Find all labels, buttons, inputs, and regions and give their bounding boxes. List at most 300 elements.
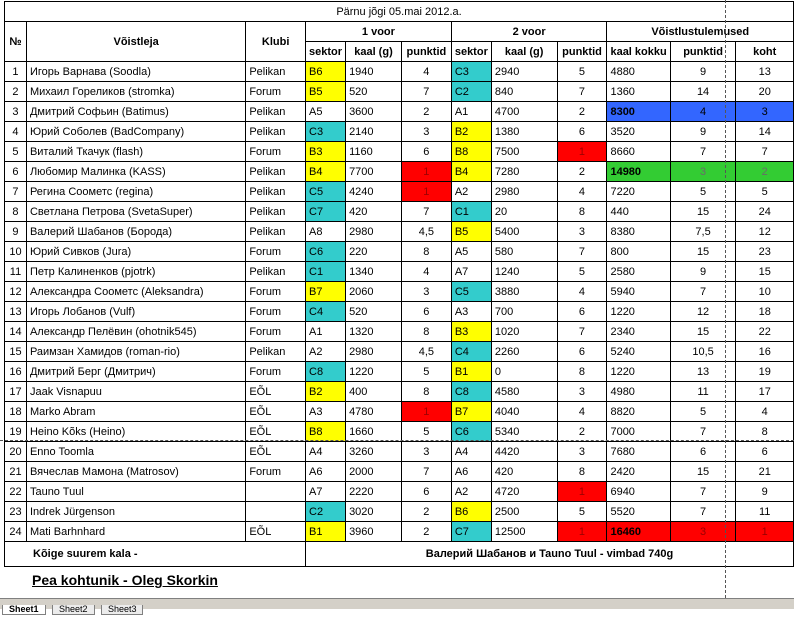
round1-weight-cell[interactable]: 3600 xyxy=(346,102,402,122)
round2-points-cell[interactable]: 2 xyxy=(557,422,607,442)
round2-points-cell[interactable]: 1 xyxy=(557,142,607,162)
sheet-title[interactable]: Pärnu jõgi 05.mai 2012.a. xyxy=(5,2,794,22)
round1-points-cell[interactable]: 6 xyxy=(401,142,451,162)
total-points-cell[interactable]: 15 xyxy=(670,322,736,342)
place-cell[interactable]: 12 xyxy=(736,222,794,242)
header-sector1[interactable]: sektor xyxy=(306,42,346,62)
round1-sector-cell[interactable]: A1 xyxy=(306,322,346,342)
total-points-cell[interactable]: 9 xyxy=(670,262,736,282)
round1-points-cell[interactable]: 7 xyxy=(401,462,451,482)
round2-weight-cell[interactable]: 5340 xyxy=(491,422,557,442)
place-cell[interactable]: 14 xyxy=(736,122,794,142)
row-number-cell[interactable]: 18 xyxy=(5,402,27,422)
total-points-cell[interactable]: 3 xyxy=(670,522,736,542)
row-number-cell[interactable]: 6 xyxy=(5,162,27,182)
competitor-name-cell[interactable]: Enno Toomla xyxy=(26,442,245,462)
round2-points-cell[interactable]: 5 xyxy=(557,62,607,82)
club-name-cell[interactable]: Pelikan xyxy=(246,182,306,202)
round2-sector-cell[interactable]: C2 xyxy=(451,82,491,102)
round2-weight-cell[interactable]: 700 xyxy=(491,302,557,322)
place-cell[interactable]: 6 xyxy=(736,442,794,462)
round1-sector-cell[interactable]: C6 xyxy=(306,242,346,262)
chief-judge[interactable]: Pea kohtunik - Oleg Skorkin xyxy=(32,572,218,588)
round2-weight-cell[interactable]: 1380 xyxy=(491,122,557,142)
round1-sector-cell[interactable]: A7 xyxy=(306,482,346,502)
competitor-name-cell[interactable]: Jaak Visnapuu xyxy=(26,382,245,402)
round1-points-cell[interactable]: 3 xyxy=(401,282,451,302)
competitor-name-cell[interactable]: Дмитрий Софьин (Batimus) xyxy=(26,102,245,122)
header-name[interactable]: Võistleja xyxy=(26,22,245,62)
total-points-cell[interactable]: 7 xyxy=(670,422,736,442)
round1-sector-cell[interactable]: A2 xyxy=(306,342,346,362)
place-cell[interactable]: 15 xyxy=(736,262,794,282)
round2-weight-cell[interactable]: 0 xyxy=(491,362,557,382)
round1-weight-cell[interactable]: 420 xyxy=(346,202,402,222)
row-number-cell[interactable]: 19 xyxy=(5,422,27,442)
place-cell[interactable]: 22 xyxy=(736,322,794,342)
total-weight-cell[interactable]: 5240 xyxy=(607,342,670,362)
club-name-cell[interactable]: Forum xyxy=(246,242,306,262)
place-cell[interactable]: 18 xyxy=(736,302,794,322)
total-points-cell[interactable]: 11 xyxy=(670,382,736,402)
club-name-cell[interactable]: Pelikan xyxy=(246,202,306,222)
header-nr[interactable]: № xyxy=(5,22,27,62)
round2-points-cell[interactable]: 3 xyxy=(557,382,607,402)
place-cell[interactable]: 16 xyxy=(736,342,794,362)
total-weight-cell[interactable]: 14980 xyxy=(607,162,670,182)
total-weight-cell[interactable]: 7680 xyxy=(607,442,670,462)
club-name-cell[interactable]: Pelikan xyxy=(246,222,306,242)
round1-points-cell[interactable]: 6 xyxy=(401,302,451,322)
total-weight-cell[interactable]: 2420 xyxy=(607,462,670,482)
competitor-name-cell[interactable]: Игорь Лобанов (Vulf) xyxy=(26,302,245,322)
round2-sector-cell[interactable]: C5 xyxy=(451,282,491,302)
total-weight-cell[interactable]: 5520 xyxy=(607,502,670,522)
competitor-name-cell[interactable]: Александра Соометс (Aleksandra) xyxy=(26,282,245,302)
round1-points-cell[interactable]: 2 xyxy=(401,102,451,122)
round2-points-cell[interactable]: 6 xyxy=(557,122,607,142)
competitor-name-cell[interactable]: Юрий Сивков (Jura) xyxy=(26,242,245,262)
round1-sector-cell[interactable]: C3 xyxy=(306,122,346,142)
round1-weight-cell[interactable]: 1940 xyxy=(346,62,402,82)
round2-points-cell[interactable]: 8 xyxy=(557,202,607,222)
round2-points-cell[interactable]: 5 xyxy=(557,502,607,522)
round1-points-cell[interactable]: 4 xyxy=(401,262,451,282)
round2-weight-cell[interactable]: 2940 xyxy=(491,62,557,82)
round1-weight-cell[interactable]: 2980 xyxy=(346,342,402,362)
round2-points-cell[interactable]: 7 xyxy=(557,82,607,102)
club-name-cell[interactable] xyxy=(246,502,306,522)
total-weight-cell[interactable]: 8820 xyxy=(607,402,670,422)
total-points-cell[interactable]: 4 xyxy=(670,102,736,122)
biggest-fish-value[interactable]: Валерий Шабанов и Tauno Tuul - vimbad 740g xyxy=(306,542,794,567)
total-weight-cell[interactable]: 1220 xyxy=(607,362,670,382)
row-number-cell[interactable]: 23 xyxy=(5,502,27,522)
club-name-cell[interactable]: Forum xyxy=(246,322,306,342)
place-cell[interactable]: 19 xyxy=(736,362,794,382)
round1-weight-cell[interactable]: 3020 xyxy=(346,502,402,522)
round2-weight-cell[interactable]: 4040 xyxy=(491,402,557,422)
club-name-cell[interactable]: Forum xyxy=(246,362,306,382)
round1-weight-cell[interactable]: 2060 xyxy=(346,282,402,302)
round2-sector-cell[interactable]: B2 xyxy=(451,122,491,142)
header-weight1[interactable]: kaal (g) xyxy=(346,42,402,62)
place-cell[interactable]: 21 xyxy=(736,462,794,482)
row-number-cell[interactable]: 13 xyxy=(5,302,27,322)
club-name-cell[interactable]: Forum xyxy=(246,142,306,162)
round2-sector-cell[interactable]: A4 xyxy=(451,442,491,462)
place-cell[interactable]: 17 xyxy=(736,382,794,402)
competitor-name-cell[interactable]: Петр Калиненков (pjotrk) xyxy=(26,262,245,282)
row-number-cell[interactable]: 3 xyxy=(5,102,27,122)
total-weight-cell[interactable]: 4980 xyxy=(607,382,670,402)
club-name-cell[interactable]: EÕL xyxy=(246,522,306,542)
round2-points-cell[interactable]: 6 xyxy=(557,302,607,322)
round2-weight-cell[interactable]: 7280 xyxy=(491,162,557,182)
round2-weight-cell[interactable]: 4580 xyxy=(491,382,557,402)
round2-sector-cell[interactable]: A2 xyxy=(451,482,491,502)
round1-points-cell[interactable]: 5 xyxy=(401,422,451,442)
sheet-tab-2[interactable]: Sheet2 xyxy=(52,605,95,615)
header-round2[interactable]: 2 voor xyxy=(451,22,607,42)
row-number-cell[interactable]: 15 xyxy=(5,342,27,362)
header-results[interactable]: Võistlustulemused xyxy=(607,22,794,42)
row-number-cell[interactable]: 17 xyxy=(5,382,27,402)
competitor-name-cell[interactable]: Indrek Jürgenson xyxy=(26,502,245,522)
round2-points-cell[interactable]: 6 xyxy=(557,342,607,362)
row-number-cell[interactable]: 2 xyxy=(5,82,27,102)
round1-sector-cell[interactable]: C2 xyxy=(306,502,346,522)
total-weight-cell[interactable]: 2340 xyxy=(607,322,670,342)
round1-sector-cell[interactable]: B8 xyxy=(306,422,346,442)
header-points2[interactable]: punktid xyxy=(557,42,607,62)
total-points-cell[interactable]: 9 xyxy=(670,122,736,142)
round1-points-cell[interactable]: 2 xyxy=(401,522,451,542)
total-weight-cell[interactable]: 4880 xyxy=(607,62,670,82)
club-name-cell[interactable]: EÕL xyxy=(246,442,306,462)
row-number-cell[interactable]: 4 xyxy=(5,122,27,142)
round1-points-cell[interactable]: 1 xyxy=(401,182,451,202)
total-points-cell[interactable]: 6 xyxy=(670,442,736,462)
round1-points-cell[interactable]: 8 xyxy=(401,322,451,342)
row-number-cell[interactable]: 22 xyxy=(5,482,27,502)
round2-weight-cell[interactable]: 4420 xyxy=(491,442,557,462)
total-weight-cell[interactable]: 5940 xyxy=(607,282,670,302)
round2-weight-cell[interactable]: 1020 xyxy=(491,322,557,342)
total-points-cell[interactable]: 5 xyxy=(670,182,736,202)
round1-weight-cell[interactable]: 3260 xyxy=(346,442,402,462)
place-cell[interactable]: 10 xyxy=(736,282,794,302)
row-number-cell[interactable]: 7 xyxy=(5,182,27,202)
sheet-tab-3[interactable]: Sheet3 xyxy=(101,605,144,615)
round2-sector-cell[interactable]: A5 xyxy=(451,242,491,262)
round2-weight-cell[interactable]: 12500 xyxy=(491,522,557,542)
row-number-cell[interactable]: 16 xyxy=(5,362,27,382)
round1-weight-cell[interactable]: 4780 xyxy=(346,402,402,422)
total-points-cell[interactable]: 7 xyxy=(670,482,736,502)
row-number-cell[interactable]: 10 xyxy=(5,242,27,262)
round1-points-cell[interactable]: 8 xyxy=(401,382,451,402)
round1-points-cell[interactable]: 3 xyxy=(401,442,451,462)
round1-sector-cell[interactable]: C8 xyxy=(306,362,346,382)
competitor-name-cell[interactable]: Раимзан Хамидов (roman-rio) xyxy=(26,342,245,362)
club-name-cell[interactable]: EÕL xyxy=(246,382,306,402)
sheet-tab-1[interactable]: Sheet1 xyxy=(2,605,46,615)
header-club[interactable]: Klubi xyxy=(246,22,306,62)
round2-points-cell[interactable]: 1 xyxy=(557,522,607,542)
total-points-cell[interactable]: 15 xyxy=(670,462,736,482)
round2-weight-cell[interactable]: 3880 xyxy=(491,282,557,302)
round1-points-cell[interactable]: 7 xyxy=(401,202,451,222)
round1-sector-cell[interactable]: A5 xyxy=(306,102,346,122)
total-weight-cell[interactable]: 8380 xyxy=(607,222,670,242)
round1-points-cell[interactable]: 8 xyxy=(401,242,451,262)
round2-sector-cell[interactable]: C3 xyxy=(451,62,491,82)
round2-points-cell[interactable]: 7 xyxy=(557,322,607,342)
round1-points-cell[interactable]: 2 xyxy=(401,502,451,522)
row-number-cell[interactable]: 5 xyxy=(5,142,27,162)
club-name-cell[interactable]: EÕL xyxy=(246,402,306,422)
competitor-name-cell[interactable]: Юрий Соболев (BadCompany) xyxy=(26,122,245,142)
round1-sector-cell[interactable]: C1 xyxy=(306,262,346,282)
row-number-cell[interactable]: 8 xyxy=(5,202,27,222)
place-cell[interactable]: 5 xyxy=(736,182,794,202)
place-cell[interactable]: 24 xyxy=(736,202,794,222)
round1-weight-cell[interactable]: 2220 xyxy=(346,482,402,502)
row-number-cell[interactable]: 1 xyxy=(5,62,27,82)
round2-points-cell[interactable]: 1 xyxy=(557,482,607,502)
total-weight-cell[interactable]: 800 xyxy=(607,242,670,262)
place-cell[interactable]: 1 xyxy=(736,522,794,542)
total-points-cell[interactable]: 13 xyxy=(670,362,736,382)
round1-sector-cell[interactable]: B4 xyxy=(306,162,346,182)
round1-weight-cell[interactable]: 2980 xyxy=(346,222,402,242)
round2-sector-cell[interactable]: C4 xyxy=(451,342,491,362)
place-cell[interactable]: 9 xyxy=(736,482,794,502)
club-name-cell[interactable]: Forum xyxy=(246,82,306,102)
round1-sector-cell[interactable]: B6 xyxy=(306,62,346,82)
round2-points-cell[interactable]: 3 xyxy=(557,442,607,462)
round2-points-cell[interactable]: 7 xyxy=(557,242,607,262)
round2-points-cell[interactable]: 3 xyxy=(557,222,607,242)
club-name-cell[interactable] xyxy=(246,482,306,502)
round2-sector-cell[interactable]: A7 xyxy=(451,262,491,282)
round1-weight-cell[interactable]: 220 xyxy=(346,242,402,262)
round1-points-cell[interactable]: 4,5 xyxy=(401,222,451,242)
place-cell[interactable]: 3 xyxy=(736,102,794,122)
round1-weight-cell[interactable]: 7700 xyxy=(346,162,402,182)
round1-weight-cell[interactable]: 1320 xyxy=(346,322,402,342)
round2-sector-cell[interactable]: B5 xyxy=(451,222,491,242)
round2-sector-cell[interactable]: A6 xyxy=(451,462,491,482)
round2-points-cell[interactable]: 2 xyxy=(557,102,607,122)
total-weight-cell[interactable]: 6940 xyxy=(607,482,670,502)
round1-points-cell[interactable]: 3 xyxy=(401,122,451,142)
header-round1[interactable]: 1 voor xyxy=(306,22,452,42)
round2-weight-cell[interactable]: 4700 xyxy=(491,102,557,122)
total-weight-cell[interactable]: 3520 xyxy=(607,122,670,142)
round2-sector-cell[interactable]: B6 xyxy=(451,502,491,522)
total-points-cell[interactable]: 12 xyxy=(670,302,736,322)
club-name-cell[interactable]: Pelikan xyxy=(246,342,306,362)
place-cell[interactable]: 8 xyxy=(736,422,794,442)
round1-sector-cell[interactable]: B3 xyxy=(306,142,346,162)
place-cell[interactable]: 2 xyxy=(736,162,794,182)
biggest-fish-label[interactable]: Kõige suurem kala - xyxy=(5,542,306,567)
row-number-cell[interactable]: 14 xyxy=(5,322,27,342)
competitor-name-cell[interactable]: Вячеслав Мамона (Matrosov) xyxy=(26,462,245,482)
round2-points-cell[interactable]: 5 xyxy=(557,262,607,282)
header-total-points[interactable]: punktid xyxy=(670,42,736,62)
round1-points-cell[interactable]: 4,5 xyxy=(401,342,451,362)
round2-sector-cell[interactable]: A3 xyxy=(451,302,491,322)
total-weight-cell[interactable]: 2580 xyxy=(607,262,670,282)
round1-sector-cell[interactable]: C7 xyxy=(306,202,346,222)
round2-points-cell[interactable]: 8 xyxy=(557,362,607,382)
round1-weight-cell[interactable]: 1660 xyxy=(346,422,402,442)
round2-weight-cell[interactable]: 840 xyxy=(491,82,557,102)
club-name-cell[interactable]: Pelikan xyxy=(246,262,306,282)
round2-weight-cell[interactable]: 2260 xyxy=(491,342,557,362)
round2-weight-cell[interactable]: 420 xyxy=(491,462,557,482)
row-number-cell[interactable]: 21 xyxy=(5,462,27,482)
round1-weight-cell[interactable]: 1220 xyxy=(346,362,402,382)
row-number-cell[interactable]: 11 xyxy=(5,262,27,282)
round1-points-cell[interactable]: 5 xyxy=(401,362,451,382)
club-name-cell[interactable]: Pelikan xyxy=(246,62,306,82)
round1-weight-cell[interactable]: 1340 xyxy=(346,262,402,282)
round1-sector-cell[interactable]: A3 xyxy=(306,402,346,422)
total-weight-cell[interactable]: 8300 xyxy=(607,102,670,122)
competitor-name-cell[interactable]: Mati Barhnhard xyxy=(26,522,245,542)
club-name-cell[interactable]: Pelikan xyxy=(246,102,306,122)
total-weight-cell[interactable]: 440 xyxy=(607,202,670,222)
round2-weight-cell[interactable]: 580 xyxy=(491,242,557,262)
round2-sector-cell[interactable]: B7 xyxy=(451,402,491,422)
round2-sector-cell[interactable]: B4 xyxy=(451,162,491,182)
total-weight-cell[interactable]: 1360 xyxy=(607,82,670,102)
competitor-name-cell[interactable]: Marko Abram xyxy=(26,402,245,422)
header-place[interactable]: koht xyxy=(736,42,794,62)
round2-weight-cell[interactable]: 20 xyxy=(491,202,557,222)
club-name-cell[interactable]: Pelikan xyxy=(246,122,306,142)
row-number-cell[interactable]: 20 xyxy=(5,442,27,462)
competitor-name-cell[interactable]: Светлана Петрова (SvetaSuper) xyxy=(26,202,245,222)
round1-points-cell[interactable]: 6 xyxy=(401,482,451,502)
round1-sector-cell[interactable]: A6 xyxy=(306,462,346,482)
club-name-cell[interactable]: Forum xyxy=(246,282,306,302)
round1-weight-cell[interactable]: 520 xyxy=(346,82,402,102)
round1-points-cell[interactable]: 4 xyxy=(401,62,451,82)
round2-weight-cell[interactable]: 4720 xyxy=(491,482,557,502)
total-weight-cell[interactable]: 1220 xyxy=(607,302,670,322)
total-points-cell[interactable]: 5 xyxy=(670,402,736,422)
round2-weight-cell[interactable]: 2980 xyxy=(491,182,557,202)
total-weight-cell[interactable]: 7220 xyxy=(607,182,670,202)
place-cell[interactable]: 13 xyxy=(736,62,794,82)
total-weight-cell[interactable]: 7000 xyxy=(607,422,670,442)
row-number-cell[interactable]: 9 xyxy=(5,222,27,242)
round1-weight-cell[interactable]: 2140 xyxy=(346,122,402,142)
round1-weight-cell[interactable]: 520 xyxy=(346,302,402,322)
competitor-name-cell[interactable]: Виталий Ткачук (flash) xyxy=(26,142,245,162)
total-points-cell[interactable]: 7 xyxy=(670,142,736,162)
competitor-name-cell[interactable]: Игорь Варнава (Soodla) xyxy=(26,62,245,82)
total-points-cell[interactable]: 7,5 xyxy=(670,222,736,242)
header-weight2[interactable]: kaal (g) xyxy=(491,42,557,62)
club-name-cell[interactable]: EÕL xyxy=(246,422,306,442)
round2-points-cell[interactable]: 2 xyxy=(557,162,607,182)
round1-sector-cell[interactable]: A4 xyxy=(306,442,346,462)
round1-weight-cell[interactable]: 4240 xyxy=(346,182,402,202)
total-points-cell[interactable]: 14 xyxy=(670,82,736,102)
header-sector2[interactable]: sektor xyxy=(451,42,491,62)
total-points-cell[interactable]: 15 xyxy=(670,242,736,262)
round1-sector-cell[interactable]: B1 xyxy=(306,522,346,542)
competitor-name-cell[interactable]: Tauno Tuul xyxy=(26,482,245,502)
row-number-cell[interactable]: 12 xyxy=(5,282,27,302)
round1-sector-cell[interactable]: A8 xyxy=(306,222,346,242)
row-number-cell[interactable]: 24 xyxy=(5,522,27,542)
competitor-name-cell[interactable]: Любомир Малинка (KASS) xyxy=(26,162,245,182)
header-points1[interactable]: punktid xyxy=(401,42,451,62)
round1-weight-cell[interactable]: 3960 xyxy=(346,522,402,542)
round2-sector-cell[interactable]: C6 xyxy=(451,422,491,442)
round1-sector-cell[interactable]: B5 xyxy=(306,82,346,102)
competitor-name-cell[interactable]: Регина Соометс (regina) xyxy=(26,182,245,202)
place-cell[interactable]: 4 xyxy=(736,402,794,422)
round2-sector-cell[interactable]: C1 xyxy=(451,202,491,222)
round1-sector-cell[interactable]: C5 xyxy=(306,182,346,202)
place-cell[interactable]: 23 xyxy=(736,242,794,262)
club-name-cell[interactable]: Forum xyxy=(246,302,306,322)
round1-sector-cell[interactable]: C4 xyxy=(306,302,346,322)
round1-weight-cell[interactable]: 1160 xyxy=(346,142,402,162)
round2-weight-cell[interactable]: 1240 xyxy=(491,262,557,282)
round1-sector-cell[interactable]: B7 xyxy=(306,282,346,302)
round2-weight-cell[interactable]: 2500 xyxy=(491,502,557,522)
round2-sector-cell[interactable]: C7 xyxy=(451,522,491,542)
competitor-name-cell[interactable]: Heino Kõks (Heino) xyxy=(26,422,245,442)
total-points-cell[interactable]: 7 xyxy=(670,282,736,302)
total-points-cell[interactable]: 3 xyxy=(670,162,736,182)
competitor-name-cell[interactable]: Михаил Гореликов (stromka) xyxy=(26,82,245,102)
round2-sector-cell[interactable]: A1 xyxy=(451,102,491,122)
round2-weight-cell[interactable]: 5400 xyxy=(491,222,557,242)
total-points-cell[interactable]: 7 xyxy=(670,502,736,522)
place-cell[interactable]: 20 xyxy=(736,82,794,102)
round2-points-cell[interactable]: 4 xyxy=(557,282,607,302)
round1-points-cell[interactable]: 1 xyxy=(401,162,451,182)
total-points-cell[interactable]: 10,5 xyxy=(670,342,736,362)
round1-weight-cell[interactable]: 400 xyxy=(346,382,402,402)
total-weight-cell[interactable]: 16460 xyxy=(607,522,670,542)
round1-weight-cell[interactable]: 2000 xyxy=(346,462,402,482)
round2-points-cell[interactable]: 8 xyxy=(557,462,607,482)
competitor-name-cell[interactable]: Валерий Шабанов (Борода) xyxy=(26,222,245,242)
round2-points-cell[interactable]: 4 xyxy=(557,182,607,202)
place-cell[interactable]: 11 xyxy=(736,502,794,522)
round2-sector-cell[interactable]: C8 xyxy=(451,382,491,402)
round2-sector-cell[interactable]: B1 xyxy=(451,362,491,382)
round2-sector-cell[interactable]: A2 xyxy=(451,182,491,202)
club-name-cell[interactable]: Pelikan xyxy=(246,162,306,182)
club-name-cell[interactable]: Forum xyxy=(246,462,306,482)
total-weight-cell[interactable]: 8660 xyxy=(607,142,670,162)
round1-points-cell[interactable]: 7 xyxy=(401,82,451,102)
competitor-name-cell[interactable]: Дмитрий Берг (Дмитрич) xyxy=(26,362,245,382)
round1-points-cell[interactable]: 1 xyxy=(401,402,451,422)
